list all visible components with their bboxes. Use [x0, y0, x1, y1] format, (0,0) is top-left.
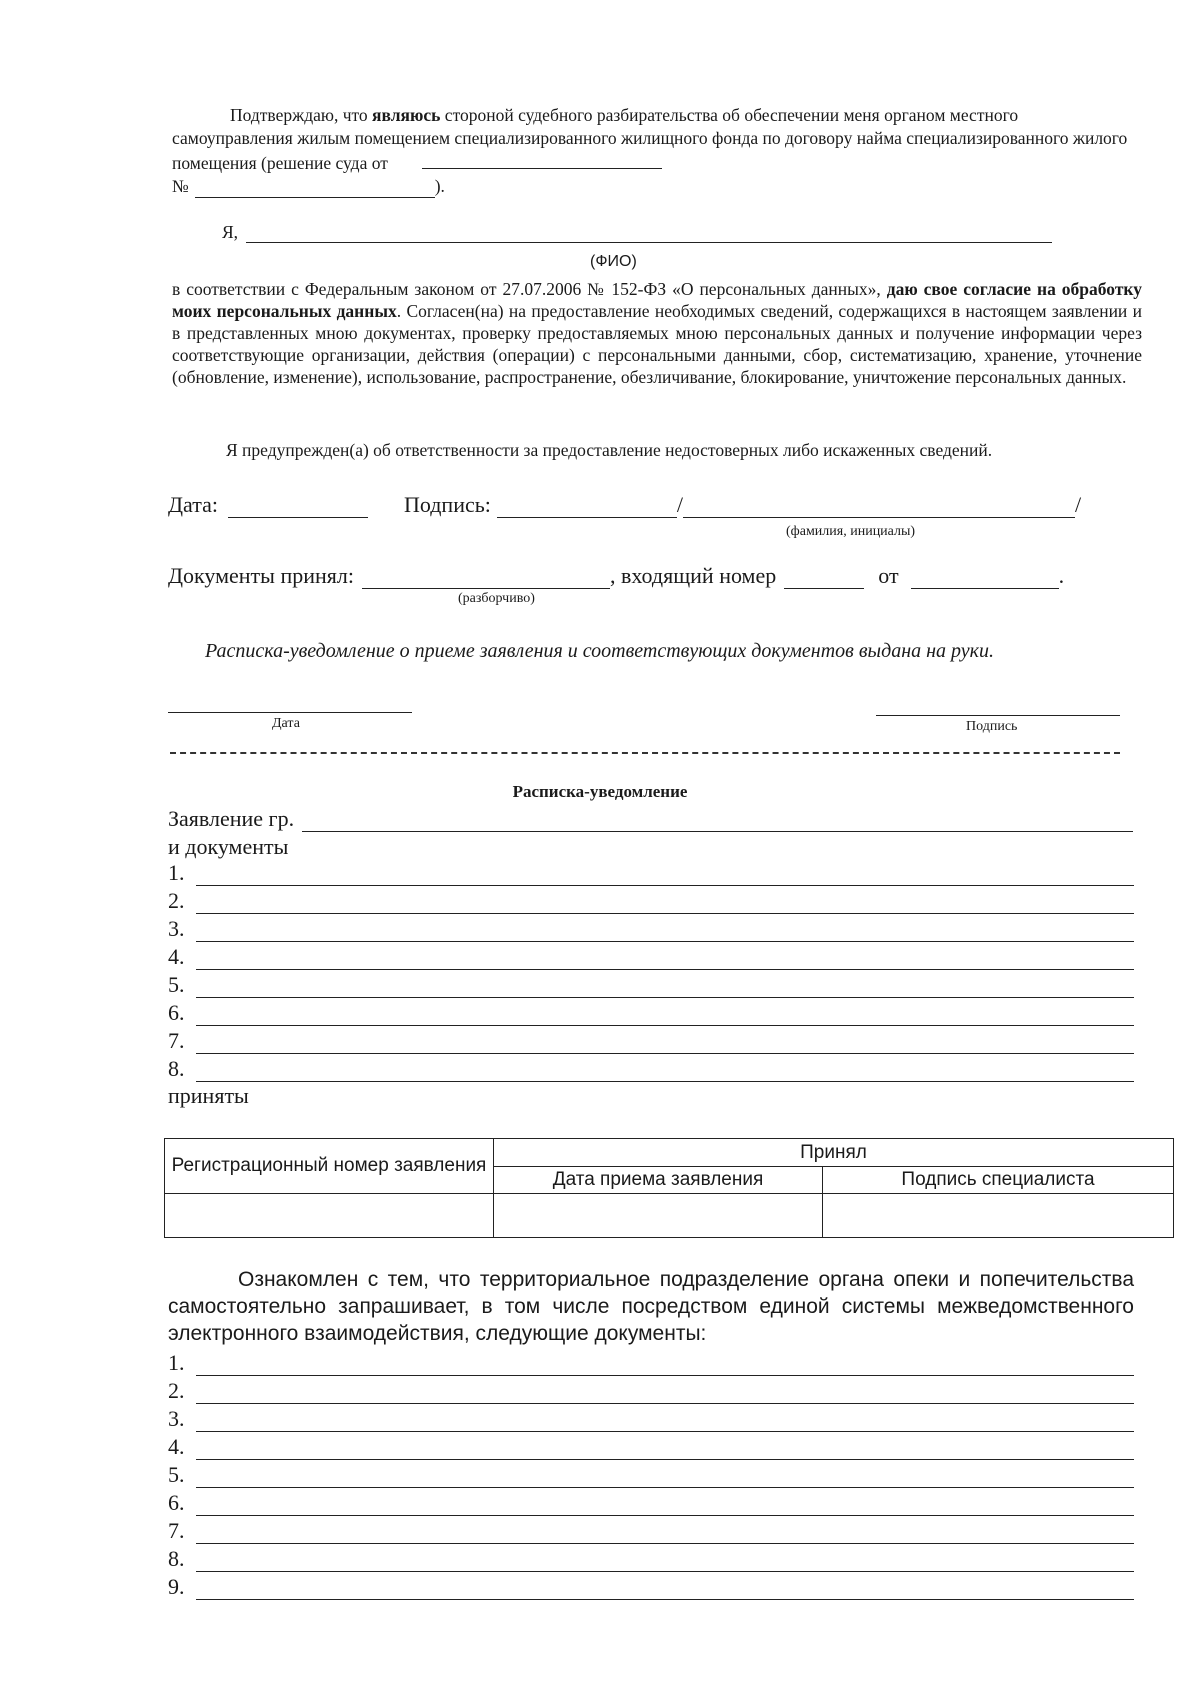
item-number: 4. [168, 944, 185, 969]
request-docs-list [168, 1348, 1134, 1600]
item-number: 6. [168, 1490, 185, 1515]
list-item [168, 1544, 1134, 1572]
reg-number-header: Регистрационный номер заявления [165, 1139, 494, 1194]
docs-end: . [1058, 563, 1065, 588]
fio-field[interactable] [246, 224, 1052, 243]
confirmation-text-1: Подтверждаю, что [230, 105, 368, 125]
lower-date-caption: Дата [272, 716, 300, 731]
item-field[interactable] [196, 1063, 1134, 1082]
list-item [168, 858, 1134, 886]
item-field[interactable] [196, 1413, 1134, 1432]
item-field[interactable] [196, 979, 1134, 998]
item-number: 1. [168, 1350, 185, 1375]
item-field[interactable] [196, 1385, 1134, 1404]
item-field[interactable] [196, 867, 1134, 886]
application-name-field[interactable] [302, 813, 1133, 832]
item-number: 3. [168, 916, 185, 941]
item-number: 6. [168, 1000, 185, 1025]
decision-number-label: № [172, 176, 189, 196]
accepted-by-field[interactable] [362, 570, 610, 589]
item-number: 5. [168, 1462, 185, 1487]
specialist-sign-cell[interactable] [823, 1194, 1174, 1238]
consent-text-1: в соответствии с Федеральным законом от 27.07.2006 № 152-ФЗ «О персональных данных», [172, 279, 881, 299]
specialist-sign-header: Подпись специалиста [823, 1167, 1174, 1194]
list-item [168, 1348, 1134, 1376]
list-item [168, 1488, 1134, 1516]
item-field[interactable] [196, 1525, 1134, 1544]
list-item [168, 1572, 1134, 1600]
item-field[interactable] [196, 895, 1134, 914]
item-number: 8. [168, 1546, 185, 1571]
list-item [168, 914, 1134, 942]
date-received-cell[interactable] [494, 1194, 823, 1238]
receipt-docs-list [168, 858, 1134, 1082]
surname-initials-field[interactable] [683, 499, 1075, 518]
item-number: 7. [168, 1518, 185, 1543]
item-number: 9. [168, 1574, 185, 1599]
item-number: 4. [168, 1434, 185, 1459]
court-date-field[interactable] [422, 150, 662, 169]
item-field[interactable] [196, 1441, 1134, 1460]
incoming-number-field[interactable] [784, 570, 864, 589]
receipt-title: Расписка-уведомление [512, 782, 688, 801]
item-field[interactable] [196, 923, 1134, 942]
list-item [168, 1516, 1134, 1544]
item-number: 2. [168, 1378, 185, 1403]
accepted-label: приняты [168, 1083, 249, 1108]
item-number: 1. [168, 860, 185, 885]
cut-line [170, 752, 1120, 754]
item-field[interactable] [196, 1035, 1134, 1054]
list-item [168, 1404, 1134, 1432]
list-item [168, 886, 1134, 914]
docs-accepted-row [168, 563, 1128, 589]
accepted-header: Принял [494, 1139, 1174, 1167]
acknowledgement-text: Ознакомлен с тем, что территориальное подразделение органа опеки и попечительства самостоятельно запрашивает, в том числе посредством единой системы межведомственного электронного взаимодействия, следующие документы: [168, 1268, 1134, 1345]
confirmation-bold: являюсь [372, 105, 441, 125]
registration-table [164, 1138, 1174, 1238]
warning-paragraph: Я предупрежден(а) об ответственности за предоставление недостоверных либо искаженных сведений. [226, 440, 993, 460]
legibly-caption: (разборчиво) [458, 591, 535, 606]
list-item [168, 1376, 1134, 1404]
lower-date-line[interactable] [168, 712, 412, 713]
item-number: 3. [168, 1406, 185, 1431]
from-label: от [878, 563, 899, 588]
item-number: 8. [168, 1056, 185, 1081]
list-item [168, 1054, 1134, 1082]
list-item [168, 998, 1134, 1026]
consent-bold: даю свое согласие на обработку моих персональных данных [172, 279, 1143, 321]
consent-text-2: . Согласен(на) на предоставление необходимых сведений, содержащихся в настоящем заявлении и в представленных мною документах, проверку предоставляемых мною персональных данных и получение информации через соответствующие организации, действия (операции) с персональными данными, сбор, систематизацию, хранение, уточнение (обновление, изменение), использование, распространение, обезличивание, блокирование, уничтожение персональных данных. [172, 301, 1142, 387]
item-number: 2. [168, 888, 185, 913]
item-field[interactable] [196, 1007, 1134, 1026]
surname-initials-caption: (фамилия, инициалы) [786, 524, 916, 539]
list-item [168, 1026, 1134, 1054]
application-label: Заявление гр. [168, 806, 295, 831]
reg-number-cell[interactable] [165, 1194, 494, 1238]
slash-1: / [676, 492, 683, 517]
date-received-header: Дата приема заявления [494, 1167, 823, 1194]
list-item [168, 1432, 1134, 1460]
decision-close: ). [434, 176, 445, 196]
docs-accepted-label: Документы принял: [168, 563, 354, 588]
item-field[interactable] [196, 1553, 1134, 1572]
acknowledgement-paragraph [168, 1266, 1134, 1347]
list-item [168, 942, 1134, 970]
item-number: 5. [168, 972, 185, 997]
date-label: Дата: [168, 492, 218, 517]
incoming-number-label: , входящий номер [609, 563, 777, 588]
application-row [168, 806, 1133, 832]
sign-label: Подпись: [403, 492, 491, 517]
item-field[interactable] [196, 1497, 1134, 1516]
fio-caption: (ФИО) [590, 253, 637, 270]
item-field[interactable] [196, 1581, 1134, 1600]
date-field[interactable] [228, 499, 368, 518]
confirmation-text-2: стороной судебного разбирательства об обеспечении меня органом местного самоуправления жилым помещением специализированного жилищного фонда по договору найма специализированного жилого помещения (решение суда от [172, 105, 1128, 173]
fio-row [222, 222, 1052, 243]
lower-sign-line[interactable] [876, 715, 1120, 716]
item-field[interactable] [196, 951, 1134, 970]
receipt-note: Расписка-уведомление о приеме заявления и соответствующих документов выдана на руки. [205, 640, 995, 662]
incoming-date-field[interactable] [911, 570, 1059, 589]
slash-2: / [1075, 492, 1082, 517]
item-field[interactable] [196, 1357, 1134, 1376]
consent-paragraph [172, 278, 1142, 388]
confirmation-paragraph [172, 104, 1142, 198]
item-field[interactable] [196, 1469, 1134, 1488]
list-item [168, 970, 1134, 998]
item-number: 7. [168, 1028, 185, 1053]
signature-row [168, 492, 1118, 518]
list-item [168, 1460, 1134, 1488]
documents-label: и документы [168, 834, 289, 859]
sign-field[interactable] [497, 499, 677, 518]
decision-number-field[interactable] [195, 179, 435, 198]
fio-prefix: Я, [222, 222, 239, 242]
lower-sign-caption: Подпись [966, 719, 1018, 734]
